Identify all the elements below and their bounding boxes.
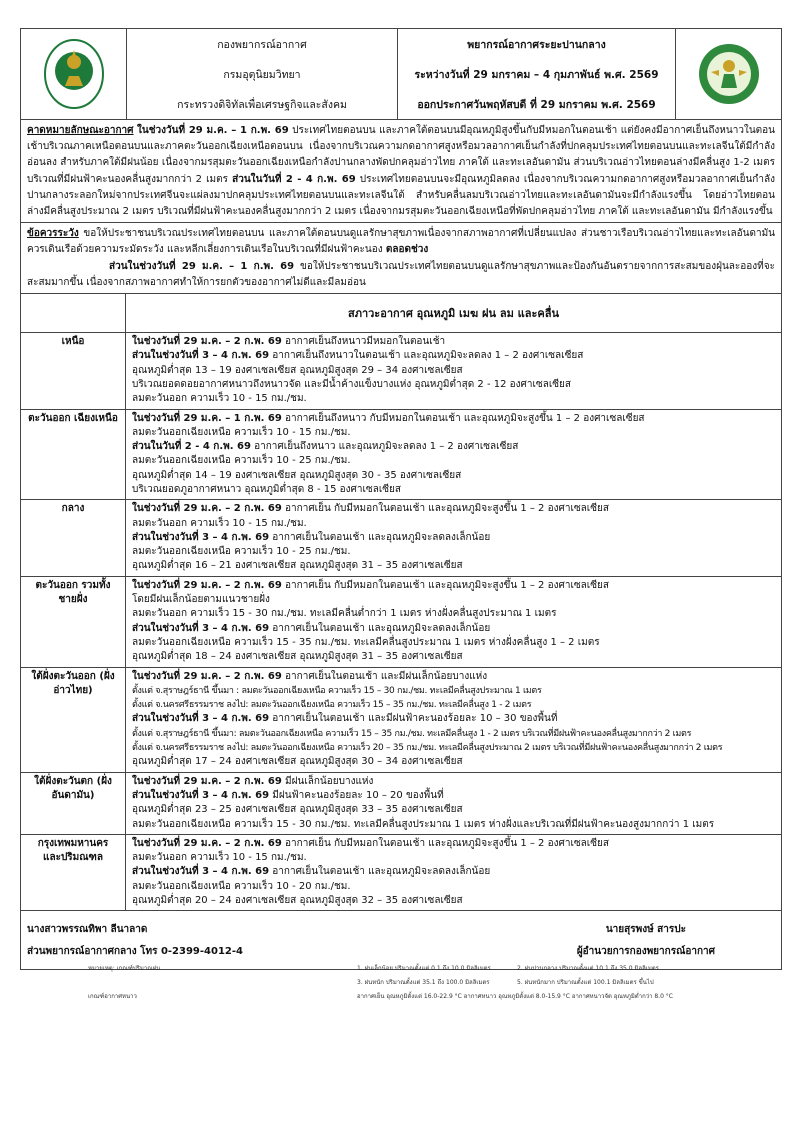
department-name: กรมอุตุนิยมวิทยา xyxy=(223,68,301,81)
region-forecast xyxy=(126,667,782,772)
forecast-text: ตั้งแต่ จ.นครศรีธรรมราช ลงไป: ลมตะวันออกเฉียงเหนือ ความเร็ว 15 – 35 กม./ชม. ทะเลมีคลื่นสูง 1 - 2 เมตร xyxy=(132,700,532,711)
forecast-text: อากาศเย็นในตอนเช้า และอุณหภูมิจะลดลงเล็กน้อย xyxy=(269,866,491,878)
forecast-text: ลมตะวันออก ความเร็ว 15 - 30 กม./ชม. ทะเลมีคลื่นต่ำกว่า 1 เมตร ห่างฝั่งคลื่นสูงประมาณ 1 เมตร xyxy=(132,608,557,620)
forecast-text: ลมตะวันออกเฉียงเหนือ ความเร็ว 10 - 25 กม./ชม. xyxy=(132,455,351,467)
forecast-text: อากาศเย็นถึงหนาว กับมีหมอกในตอนเช้า และอุณหภูมิจะสูงขึ้น 1 – 2 องศาเซลเซียส xyxy=(281,412,645,424)
forecast-text: ลมตะวันออก ความเร็ว 10 - 15 กม./ชม. xyxy=(132,852,307,864)
region-row xyxy=(21,772,781,834)
forecast-line xyxy=(132,851,775,865)
forecast-text: ตั้งแต่ จ.สุราษฎร์ธานี ขึ้นมา: ลมตะวันออกเฉียงเหนือ ความเร็ว 15 – 35 กม./ชม. ทะเลมีคลื่นสูง 1 - 2 เมตร บริเวณที่มีฝนฟ้าคะนองคลื่นสูงมากกว่า 2 เมตร xyxy=(132,728,692,739)
forecast-line xyxy=(132,755,775,769)
forecast-text: ลมตะวันออก ความเร็ว 10 - 15 กม./ชม. xyxy=(132,393,307,405)
forecast-period: ในช่วงวันที่ 29 ม.ค. – 2 ก.พ. 69 xyxy=(132,336,282,348)
forecast-line xyxy=(132,426,775,440)
conditions-header: สภาวะอากาศ อุณหภูมิ เมฆ ฝน ลม และคลื่น xyxy=(126,294,782,333)
forecast-line xyxy=(132,593,775,607)
caution-text: ขอให้ประชาชนบริเวณประเทศไทยตอนบน และภาคใต้ตอนบนดูแลรักษาสุขภาพเนื่องจากสภาพอากาศที่เปลี่ยนแปลง ส่วนชาวเรือบริเวณอ่าวไทยและทะเลอันดามันควรเดินเรือด้วยความระมัดระวัง และหลีกเลี่ยงการเดินเรือในบริเวณที่มีฝนฟ้าคะนอง xyxy=(27,228,775,256)
ministry-name: กระทรวงดิจิทัลเพื่อเศรษฐกิจและสังคม xyxy=(177,98,347,111)
director-title: ผู้อำนวยการกองพยากรณ์อากาศ xyxy=(576,946,715,958)
forecast-text: อากาศเย็น กับมีหมอกในตอนเช้า และอุณหภูมิจะสูงขึ้น 1 – 2 องศาเซลเซียส xyxy=(281,837,609,849)
region-forecast xyxy=(126,333,782,409)
table-header-row xyxy=(21,294,781,333)
forecast-text: อากาศเย็นในตอนเช้า และมีฝนฟ้าคะนองร้อยละ 10 – 30 ของพื้นที่ xyxy=(269,713,558,725)
forecast-line xyxy=(132,865,775,879)
forecast-text: โดยมีฝนเล็กน้อยตามแนวชายฝั่ง xyxy=(132,594,270,606)
meteorological-department-logo-icon xyxy=(697,42,761,106)
forecaster-name: นางสาวพรรณทิพา ลีนาลาด xyxy=(27,924,148,936)
outlook-period-1: ในช่วงวันที่ 29 ม.ค. – 1 ก.พ. 69 xyxy=(137,125,289,136)
forecast-line xyxy=(132,622,775,636)
forecast-period: ในช่วงวันที่ 29 ม.ค. – 2 ก.พ. 69 xyxy=(132,503,282,515)
region-forecast xyxy=(126,409,782,500)
tmd-logo-left xyxy=(21,29,126,119)
forecast-line xyxy=(132,335,775,349)
forecast-text: อากาศเย็นถึงหนาวมีหมอกในตอนเช้า xyxy=(281,336,446,348)
forecast-period: ส่วนในช่วงวันที่ 3 – 4 ก.พ. 69 xyxy=(132,531,270,543)
region-name: ใต้ฝั่งตะวันตก (ฝั่งอันดามัน) xyxy=(21,772,126,834)
region-row xyxy=(21,500,781,576)
region-forecast xyxy=(126,500,782,576)
forecast-text: อากาศเย็น กับมีหมอกในตอนเช้า และอุณหภูมิจะสูงขึ้น 1 – 2 องศาเซลเซียส xyxy=(281,579,609,591)
forecast-text: อากาศเย็นในตอนเช้า และอุณหภูมิจะลดลงเล็กน้อย xyxy=(269,622,491,634)
forecast-line xyxy=(132,454,775,468)
forecast-period: ระหว่างวันที่ 29 มกราคม – 4 กุมภาพันธ์ พ.ศ. 2569 xyxy=(414,68,659,81)
forecast-line xyxy=(132,818,775,832)
weather-outlook xyxy=(21,120,781,223)
forecast-text: อากาศเย็นในตอนเช้า และมีฝนเล็กน้อยบางแห่ง xyxy=(281,670,488,682)
rain-criteria-3: 3. ฝนหนัก ปริมาณตั้งแต่ 35.1 ถึง 100.0 มิลลิเมตร xyxy=(357,979,490,986)
rain-criteria-label: หมายเหตุ: เกณฑ์ปริมาณฝน xyxy=(88,965,161,972)
forecast-line xyxy=(132,880,775,894)
forecast-text: อุณหภูมิต่ำสุด 16 – 21 องศาเซลเซียส อุณหภูมิสูงสุด 31 – 35 องศาเซลเซียส xyxy=(132,560,463,572)
forecast-line xyxy=(132,392,775,406)
region-forecast xyxy=(126,834,782,910)
forecast-line xyxy=(132,579,775,593)
region-name: กรุงเทพมหานคร และปริมณฑล xyxy=(21,834,126,910)
region-header-cell xyxy=(21,294,126,333)
forecast-line xyxy=(132,412,775,426)
forecast-line xyxy=(132,636,775,650)
rain-criteria-1: 1. ฝนเล็กน้อย ปริมาณตั้งแต่ 0.1 ถึง 10.0 มิลลิเมตร xyxy=(357,965,491,972)
forecast-period: ส่วนในวันที่ 2 - 4 ก.พ. 69 xyxy=(132,441,251,453)
forecast-text: อากาศเย็นในตอนเช้า และอุณหภูมิจะลดลงเล็กน้อย xyxy=(269,531,491,543)
forecast-line xyxy=(132,789,775,803)
region-row xyxy=(21,834,781,910)
forecast-text: อุณหภูมิต่ำสุด 18 – 24 องศาเซลเซียส อุณหภูมิสูงสุด 31 – 35 องศาเซลเซียส xyxy=(132,651,463,663)
forecast-line xyxy=(132,741,775,755)
forecast-text: ตั้งแต่ จ.สุราษฎร์ธานี ขึ้นมา : ลมตะวันออกเฉียงเหนือ ความเร็ว 15 – 30 กม./ชม. ทะเลมีคลื่นสูงประมาณ 1 เมตร xyxy=(132,685,542,696)
forecast-text: อุณหภูมิต่ำสุด 23 – 25 องศาเซลเซียส อุณหภูมิสูงสุด 33 – 35 องศาเซลเซียส xyxy=(132,804,463,816)
forecast-period: ในช่วงวันที่ 29 ม.ค. – 1 ก.พ. 69 xyxy=(132,412,282,424)
forecast-period: ส่วนในช่วงวันที่ 3 – 4 ก.พ. 69 xyxy=(132,713,270,725)
forecast-text: อากาศเย็นถึงหนาว และอุณหภูมิจะลดลง 1 – 2 องศาเซลเซียส xyxy=(250,441,519,453)
forecast-line xyxy=(132,775,775,789)
forecast-period: ส่วนในช่วงวันที่ 3 – 4 ก.พ. 69 xyxy=(132,622,270,634)
region-name: เหนือ xyxy=(21,333,126,409)
rain-criteria-5: 5. ฝนหนักมาก ปริมาณตั้งแต่ 100.1 มิลลิเมตร ขึ้นไป xyxy=(517,979,654,986)
forecast-line xyxy=(132,483,775,497)
forecast-text: อุณหภูมิต่ำสุด 17 – 24 องศาเซลเซียส อุณหภูมิสูงสุด 30 – 34 องศาเซลเซียส xyxy=(132,756,463,768)
forecast-period: ส่วนในช่วงวันที่ 3 – 4 ก.พ. 69 xyxy=(132,350,270,362)
forecast-title-block xyxy=(398,29,676,119)
forecast-text: อุณหภูมิต่ำสุด 20 – 24 องศาเซลเซียส อุณหภูมิสูงสุด 32 – 35 องศาเซลเซียส xyxy=(132,895,463,907)
forecast-text: บริเวณยอดดอยอากาศหนาวถึงหนาวจัด และมีน้ำค้างแข็งบางแห่ง อุณหภูมิต่ำสุด 2 - 12 องศาเซลเซียส xyxy=(132,378,571,390)
forecast-text: ลมตะวันออกเฉียงเหนือ ความเร็ว 15 - 35 กม./ชม. ทะเลมีคลื่นสูงประมาณ 1 เมตร ห่างฝั่งคลื่นสูง 1 – 2 เมตร xyxy=(132,636,600,648)
caution-text-bold: ตลอดช่วง xyxy=(385,244,429,256)
forecast-period: ส่วนในช่วงวันที่ 3 – 4 ก.พ. 69 xyxy=(132,789,270,801)
division-name: กองพยากรณ์อากาศ xyxy=(217,38,307,51)
forecast-period: ในช่วงวันที่ 29 ม.ค. – 2 ก.พ. 69 xyxy=(132,837,282,849)
forecast-text: มีฝนฟ้าคะนองร้อยละ 10 – 20 ของพื้นที่ xyxy=(269,789,444,801)
region-name: ใต้ฝั่งตะวันออก (ฝั่งอ่าวไทย) xyxy=(21,667,126,772)
outlook-text-1: ประเทศไทยตอนบน และภาคใต้ตอนบนมีอุณหภูมิสูงขึ้นกับมีหมอกในตอนเช้า แต่ยังคงมีอากาศเย็นถึงหนาวในตอนเช้าบริเวณภาคเหนือตอนบนและภาคตะวันออกเฉียงเหนือตอนบน เนื่องจากบริเวณความกดอากาศสูงหรือมวลอากาศเย็นกำลังที่ปกคลุมประเทศไทยตอนบนและทะเลจีนใต้มีกำลังอ่อนลง สำหรับภาคใต้มีฝนน้อย เนื่องจากมรสุมตะวันออกเฉียงเหนือกำลังปานกลางพัดปกคลุมอ่าวไทย ภาคใต้ และทะเลอันดามัน ส่วนบริเวณอ่าวไทยตอนล่างมีคลื่นสูง 1-2 เมตร บริเวณที่มีฝนฟ้าคะนองคลื่นสูงมากกว่า 2 เมตร xyxy=(27,125,775,185)
cold-criteria-label: เกณฑ์อากาศหนาว xyxy=(88,993,137,1000)
caution-label: ข้อควรระวัง xyxy=(27,228,79,240)
forecast-document xyxy=(20,28,782,970)
forecast-period: ในช่วงวันที่ 29 ม.ค. – 2 ก.พ. 69 xyxy=(132,579,282,591)
forecast-line xyxy=(132,349,775,363)
department-emblem-icon xyxy=(43,38,105,110)
forecast-line xyxy=(132,684,775,698)
forecast-line xyxy=(132,650,775,664)
forecast-title: พยากรณ์อากาศระยะปานกลาง xyxy=(467,38,606,51)
forecast-period: ในช่วงวันที่ 29 ม.ค. – 2 ก.พ. 69 xyxy=(132,670,282,682)
forecast-line xyxy=(132,559,775,573)
forecast-text: มีฝนเล็กน้อยบางแห่ง xyxy=(281,775,374,787)
region-row xyxy=(21,409,781,500)
region-forecast xyxy=(126,576,782,667)
rain-criteria-2: 2. ฝนปานกลาง ปริมาณตั้งแต่ 10.1 ถึง 35.0 มิลลิเมตร xyxy=(517,965,659,972)
forecast-line xyxy=(132,727,775,741)
forecast-line xyxy=(132,440,775,454)
forecast-period: ในช่วงวันที่ 29 ม.ค. – 2 ก.พ. 69 xyxy=(132,775,282,787)
signature-block xyxy=(21,910,781,969)
forecaster-office-phone: ส่วนพยากรณ์อากาศกลาง โทร 0-2399-4012-4 xyxy=(27,946,243,958)
forecast-line xyxy=(132,607,775,621)
region-name: ตะวันออก รวมทั้งชายฝั่ง xyxy=(21,576,126,667)
region-name: กลาง xyxy=(21,500,126,576)
outlook-text-2: ประเทศไทยตอนบนจะมีอุณหภูมิลดลง เนื่องจากบริเวณความกดอากาศสูงหรือมวลอากาศเย็นกำลังปานกลางระลอกใหม่จากประเทศจีนจะแผ่ลงมาปกคลุมประเทศไทยตอนบนและทะเลจีนใต้ สำหรับคลื่นลมบริเวณอ่าวไทยและทะเลอันดามันจะมีกำลังแรงขึ้น โดยอ่าวไทยตอนล่างมีคลื่นสูงประมาณ 2 เมตร บริเวณที่มีฝนฟ้าคะนองคลื่นสูงมากกว่า 2 เมตร เนื่องจากมรสุมตะวันออกเฉียงเหนือที่พัดปกคลุมอ่าวไทย ภาคใต้ และทะเลอันดามัน มีกำลังแรงขึ้น xyxy=(27,173,775,218)
director-name: นายสุรพงษ์ สารปะ xyxy=(605,924,686,936)
region-forecast xyxy=(126,772,782,834)
outlook-period-2: ส่วนในวันที่ 2 - 4 ก.พ. 69 xyxy=(232,173,356,185)
forecast-line xyxy=(132,545,775,559)
tmd-logo-right xyxy=(676,29,781,119)
caution-section xyxy=(21,223,781,293)
forecast-line xyxy=(132,712,775,726)
forecast-line xyxy=(132,698,775,712)
forecast-text: ลมตะวันออกเฉียงเหนือ ความเร็ว 15 - 30 กม./ชม. ทะเลมีคลื่นสูงประมาณ 1 เมตร ห่างฝั่งและบริเวณที่มีฝนฟ้าคะนองสูงมากกว่า 1 เมตร xyxy=(132,818,715,830)
forecast-text: อากาศเย็นถึงหนาวในตอนเช้า และอุณหภูมิจะลดลง 1 – 2 องศาเซลเซียส xyxy=(269,350,584,362)
forecast-text: ลมตะวันออกเฉียงเหนือ ความเร็ว 10 - 20 กม./ชม. xyxy=(132,880,351,892)
region-name: ตะวันออก เฉียงเหนือ xyxy=(21,409,126,500)
cold-criteria: อากาศเย็น อุณหภูมิตั้งแต่ 16.0-22.9 °C อากาศหนาว อุณหภูมิตั้งแต่ 8.0-15.9 °C อากาศหนาวจัด อุณหภูมิต่ำกว่า 8.0 °C xyxy=(357,993,673,1000)
forecast-line xyxy=(132,517,775,531)
regional-forecast-table xyxy=(21,293,781,910)
region-row xyxy=(21,667,781,772)
region-row xyxy=(21,333,781,409)
forecast-line xyxy=(132,531,775,545)
forecast-line xyxy=(132,894,775,908)
forecast-text: อุณหภูมิต่ำสุด 14 – 19 องศาเซลเซียส อุณหภูมิสูงสุด 30 - 35 องศาเซลเซียส xyxy=(132,469,462,481)
forecast-line xyxy=(132,469,775,483)
forecast-text: อุณหภูมิต่ำสุด 13 – 19 องศาเซลเซียส อุณหภูมิสูงสุด 29 – 34 องศาเซลเซียส xyxy=(132,364,463,376)
caution-text-2: ขอให้ประชาชนบริเวณประเทศไทยตอนบนดูแลรักษาสุขภาพและป้องกันอันตรายจากการสะสมของฝุ่นละอองที่จะสะสมมากขึ้น เนื่องจากสภาพอากาศทำให้การยกตัวของอากาศไม่ดีและมีลมอ่อน xyxy=(27,260,776,288)
forecast-period: ส่วนในช่วงวันที่ 3 – 4 ก.พ. 69 xyxy=(132,866,270,878)
outlook-label: คาดหมายลักษณะอากาศ xyxy=(27,125,134,136)
forecast-text: ลมตะวันออก ความเร็ว 10 - 15 กม./ชม. xyxy=(132,517,307,529)
forecast-line xyxy=(132,670,775,684)
forecast-text: อากาศเย็น กับมีหมอกในตอนเช้า และอุณหภูมิจะสูงขึ้น 1 – 2 องศาเซลเซียส xyxy=(281,503,609,515)
region-row xyxy=(21,576,781,667)
organization-block xyxy=(126,29,398,119)
forecast-line xyxy=(132,378,775,392)
forecast-line xyxy=(132,837,775,851)
forecast-text: ลมตะวันออกเฉียงเหนือ ความเร็ว 10 - 15 กม./ชม. xyxy=(132,426,351,438)
forecast-text: ตั้งแต่ จ.นครศรีธรรมราช ลงไป: ลมตะวันออกเฉียงเหนือ ความเร็ว 20 – 35 กม./ชม. ทะเลมีคลื่นสูงประมาณ 2 เมตร บริเวณที่มีฝนฟ้าคะนองคลื่นสูงมากกว่า 2 เมตร xyxy=(132,743,723,754)
document-header xyxy=(21,29,781,120)
issue-date: ออกประกาศวันพฤหัสบดี ที่ 29 มกราคม พ.ศ. 2569 xyxy=(417,98,656,111)
forecast-text: ลมตะวันออกเฉียงเหนือ ความเร็ว 10 - 25 กม./ชม. xyxy=(132,546,351,558)
caution-period-2: ส่วนในช่วงวันที่ 29 ม.ค. – 1 ก.พ. 69 xyxy=(109,260,295,272)
forecast-line xyxy=(132,364,775,378)
forecast-text: บริเวณยอดภูอากาศหนาว อุณหภูมิต่ำสุด 8 - 15 องศาเซลเซียส xyxy=(132,484,401,495)
forecast-line xyxy=(132,803,775,817)
forecast-line xyxy=(132,502,775,516)
